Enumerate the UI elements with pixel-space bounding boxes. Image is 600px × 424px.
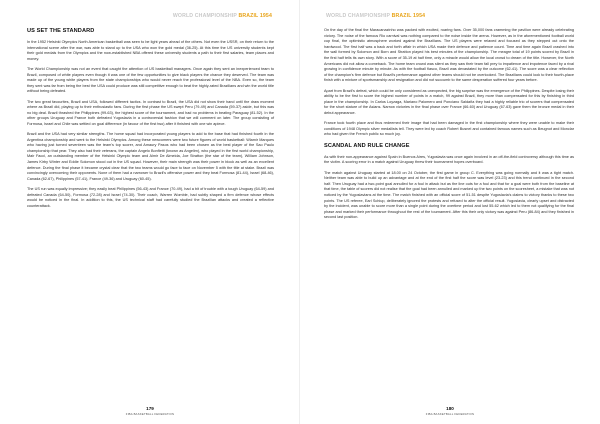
paragraph: The US run was equally impressive; they easily beat Philippines (56-43) and France (70-49), had a bit of trouble with a tough Uruguay (64-59) and defeated Canada (64-50), Formosa (72-28) and Israel (74-30). Their coach, Warren Womble, had subtly shaped a firm defence whose effects would be noticed in the final. In addition to this, the US technical staff had carefully studied the Brazilian attacks and created a reflective counterattack. (27, 187, 274, 208)
page-number: 180 (446, 406, 454, 411)
paragraph: On the day of the final the Maracanazinho was packed with excited, roaring fans. Over 35,000 fans cramming the pavilion were already celebrating victory. The noise of the famous Rio carnival was nothing compared to the noise inside the arena. However, as in the aforementioned football world cup final, the optimistic atmosphere worked against the Brazilians. The US players were relaxed and focused as they stepped out onto the hardwood. The first half was a back and forth affair in which USA made their defence and patience count. Time and time again Brazil crashed into the wall formed by Solomon and Born and Stratton played his best minutes of the championship. The meagre total of 19 points scored by Brazil in the first half tells its own story. With a score of 35-19 at half time, only a miracle would allow the local crowd to dream of the title. However, the North Americans did not allow a comeback. The home team crowd was silent as they saw their team fall prey to impatience and impotence faced by a rival growing in confidence minute by minute. As with the football fiasco, Brazil was devastated by the outcome (62-41). The score was a clear reflection of the champion's firm defence but Brazil's performance against other teams should not be overlooked. The Brazilians could look to their fourth-place finish with a mixture of sportsmanship and resignation and did not succumb to the same desperation suffered four years before. (324, 28, 574, 83)
running-header-left (173, 13, 272, 19)
page-footer-left (0, 406, 300, 416)
paragraph: France took fourth place and thus redeemed their image that had been damaged in the first championship where they were unable to make their conditions of 1948 Olympic silver medallists tell. They were led by coach Robert Busnel and contained famous names such as Beugnot and Monclar who had given the French public so much joy. (324, 121, 574, 137)
paragraph: In the 1952 Helsinki Olympics North American basketball was seen to be light years ahead of the others. Not even the USSR, on their return to the international scene after the war, was able to stand up to the USA who won the gold medal (36-25). At this time the US university students kept their gold medals from the Olympics and the now-established NBA offered these university students a path to their first salaries, team places and money. (27, 40, 274, 61)
right-page-body (324, 28, 574, 226)
section-heading: US SET THE STANDARD (27, 28, 95, 34)
header-title: WORLD CHAMPIONSHIP (172, 13, 237, 19)
page-footer-right (300, 406, 600, 416)
paragraph: Brazil and the USA had very similar strengths. The home squad had incorporated young players to add to the base that had finished fourth in the Argentina championship and went to the Helsinki Olympics. Among these newcomers were two future figures of world basketball: Wlamir Marques who having just turned seventeen was the team's top scorer, and Amaury Pasos who had been chosen as the best player of the Sao Paulo championship that year. They also had their veterans, the captain Angelo Bonfietti (known as Angelim), who played in the first world championship, Mair Facci, an outstanding member of the Helsinki Olympic team and Almir De Almeida, Joe Stratton (the star of the team), William Johnson, James Kirby Winter and Eddie Solomon stood out in the US squad. However, their main strength was their power in block as well as an excellent defence. During the final phase it became crystal clear that the two teams would go face to face on November 5 with the title at stake. Brazil was convincingly overcoming their opponents. None of them had a narrower to Brazil's offensive power and they beat Formosa (81-44), Israel (68-46), Canada (62-67), Philippines (57-41), France (49-36) and Uruguay (60-45). (27, 132, 274, 181)
publication-name: FIBA BASKETBALL FEDERATION (125, 412, 175, 416)
paragraph: The match against Uruguay started at 18.00 on 24 October, the first game in group C. Everything was going normally and it was a tight match. Neither team was able to build up an advantage and at the end of the first half the score was level (23-23) and this trend continued in the second half. Then Uruguay had a two-point goal annulled for a foul in attack but as the line outs for a foul and that for a goal were both from the baseline at that time, the table of scorers did not realise that the goal had been annulled and marked up the two points on the scoresheet, a mistake that was not noticed by the Yugoslavians at the time. The match finished with an official score of 51-51 despite Yugoslavia's claims to victory thanks to these two points. The US referee, Earl Schiup, deliberately ignored the protests and refused to alter the official result. Yugoslavia, clearly upset and distracted by the incident, was unable to score more than a single point during the overtime period and lost 55-62 which led to them not qualifying for the final phase and marked their performance throughout the rest of the tournament. After this their only victory was against Peru (86-84) and they finished in second last position. (324, 170, 574, 220)
section-heading: SCANDAL AND RULE CHANGE (324, 142, 410, 149)
paragraph: The two great favourites, Brazil and USA, followed different tactics. In contrast to Brazil, the USA did not show their hand until the draw moment where as Brazil did, playing up to their enthusiastic fans. During the first phase the US swept Peru (79-49) and Canada (59-37) aside, but this was no big deal. Brazil thrashed the Philippines (99-63), the highest score of the tournament, and had no problems in beating Paraguay (81-52). In the other groups Uruguay and France both defeated Yugoslavia in a controversial fashion that we will comment on later. The group consisting of Formosa, Israel and Chile was settled on goal difference (in favour of the first two) after it finished with one win apiece. (27, 99, 274, 126)
header-subtitle: BRAZIL 1954 (238, 13, 272, 19)
running-header-right (326, 13, 425, 19)
page-number: 179 (146, 406, 154, 411)
right-page (300, 0, 600, 424)
paragraph: The World Championship was not an event that caught the attention of US basketball managers. Once again they sent an inexperienced team to Brazil, composed of white players even though it was one of the few opportunities to give black players the chance they deserved. The team was made up of the young white players from the state championships who would never reach the professional level of the NBA. Even so, the team they sent was far from being the best the USA could produce was still competitive enough to beat the highly-rated Brazilians and win the world title without being defeated. (27, 66, 274, 94)
header-subtitle: BRAZIL 1954 (391, 13, 426, 19)
paragraph: Apart from Brazil's defeat, which could be only considered as unexpected, the big surprise was the emergence of the Philippines. Despite losing their ability to be the first to score the highest number of points in a match, 99 against Brazil, they more than compensated for this by finishing in third place in the championship. In Carlos Loyzaga, Mariano Palomero and Ponciano Saldaña they had a highly reliable trio of scorers that compensated for the short stature of the Asians. Narrow victories in the final phase over France (66-60) and Uruguay (67-63) gave them the bronze medal in their debut appearance. (324, 88, 574, 115)
left-page-body (27, 28, 274, 214)
publication-name: FIBA BASKETBALL FEDERATION (425, 412, 475, 416)
header-title: WORLD CHAMPIONSHIP (326, 13, 390, 19)
paragraph: As with their non-appearance against Spain in Buenos Aires, Yugoslavia was once again involved in an off-the-field controversy although this time as the victim. A scoring error in a match against Uruguay threw their tournament hopes overboard. (324, 154, 574, 165)
